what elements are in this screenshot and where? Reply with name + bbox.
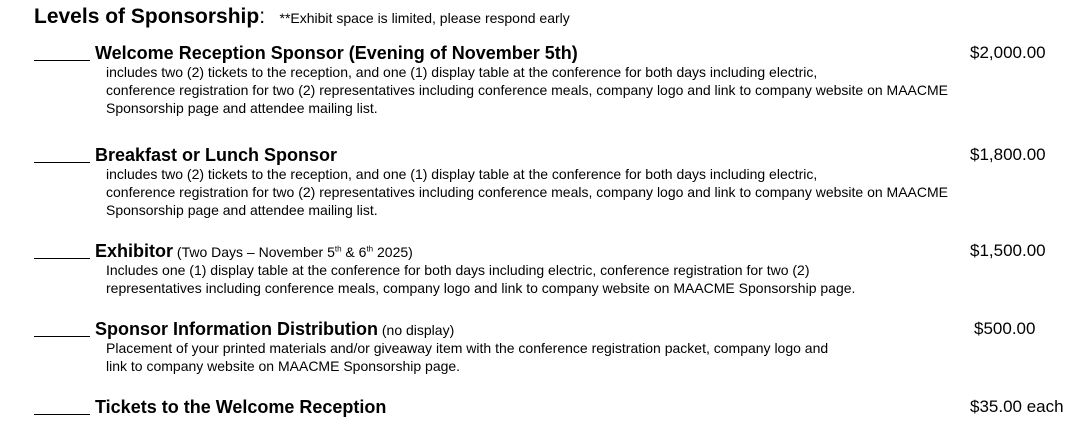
level-price: $35.00 each [970, 397, 1064, 416]
space-limited-note: **Exhibit space is limited, please respond early [279, 10, 570, 26]
selection-blank[interactable] [34, 162, 90, 163]
selection-blank[interactable] [34, 336, 90, 337]
level-description: Includes one (1) display table at the conference for both days including electric, conference registration for two (2) representatives including conference meals, company logo and link to company website on MAACME Sponsorship page. [106, 262, 856, 296]
level-title: Exhibitor [95, 241, 174, 261]
level-price: $2,000.00 [970, 43, 1046, 62]
level-qualifier: (Two Days – November 5th & 6th 2025) [173, 244, 413, 260]
level-price: $500.00 [974, 319, 1036, 338]
title-colon: : [259, 5, 266, 28]
level-title-line [95, 318, 454, 341]
level-title: Sponsor Information Distribution [95, 319, 378, 339]
level-description: Placement of your printed materials and/or giveaway item with the conference registration packet, company logo and link to company website on MAACME Sponsorship page. [106, 340, 829, 374]
level-title: Welcome Reception Sponsor (Evening of November 5th) [95, 43, 578, 63]
level-title-line [95, 42, 578, 64]
levels-header [34, 5, 570, 29]
level-title-line [95, 396, 386, 418]
level-title-line [95, 240, 413, 263]
level-description: includes two (2) tickets to the reception, and one (1) display table at the conference for both days including electric, conference registration for two (2) representatives including conference meals, company logo and link to company website on MAACME Sponsorship page and attendee mailing list. [106, 64, 948, 116]
level-title: Tickets to the Welcome Reception [95, 397, 387, 417]
level-description: includes two (2) tickets to the reception, and one (1) display table at the conference for both days including electric, conference registration for two (2) representatives including conference meals, company logo and link to company website on MAACME Sponsorship page and attendee mailing list. [106, 166, 948, 218]
level-title-line [95, 144, 337, 166]
level-title: Breakfast or Lunch Sponsor [95, 145, 338, 165]
level-price: $1,500.00 [970, 241, 1046, 260]
selection-blank[interactable] [34, 60, 90, 61]
selection-blank[interactable] [34, 258, 90, 259]
level-price: $1,800.00 [970, 145, 1046, 164]
level-qualifier: (no display) [377, 322, 455, 338]
selection-blank[interactable] [34, 414, 90, 415]
section-title: Levels of Sponsorship [34, 5, 260, 28]
